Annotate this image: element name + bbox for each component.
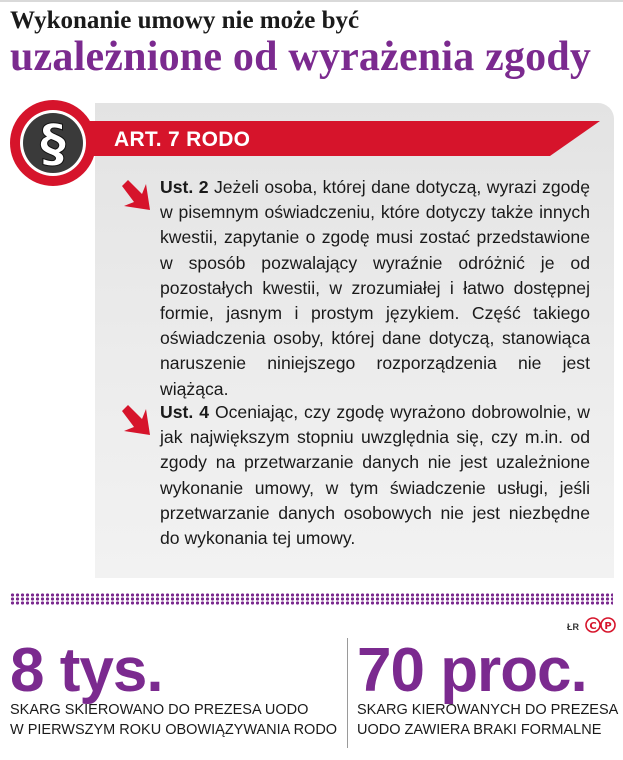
headline-main: uzależnione od wyrażenia zgody — [10, 34, 592, 80]
top-rule — [0, 0, 623, 2]
paragraph-ust-2 — [160, 175, 590, 402]
paragraph-ust-4 — [160, 400, 590, 551]
paragraph-label: Ust. 2 — [160, 177, 209, 197]
stat-value-complaints: 8 tys. — [10, 636, 163, 705]
paragraph-label: Ust. 4 — [160, 402, 209, 422]
section-symbol: § — [40, 114, 66, 174]
svg-text:C: C — [589, 621, 597, 632]
paragraph-text: Jeżeli osoba, której dane dotyczą, wyrazi zgodę w pisemnym oświadczeniu, które dotyczy także innych kwestii, zapytanie o zgodę musi zostać przedstawione w sposób pozwalający wyraźnie odróżnić je od pozostałych kwestii, w zrozumiałej i łatwo dostępnej formie, jasnym i prostym językiem. Część takiego oświadczenia osoby, której dane dotyczą, stanowiąca naruszenie niniejszego rozporządzenia nie jest wiążąca. — [160, 177, 590, 399]
stat-caption-line: W PIERWSZYM ROKU OBOWIĄZYWANIA RODO — [10, 722, 338, 738]
author-credit: ŁR — [567, 622, 579, 632]
dotted-divider — [10, 593, 613, 605]
section-sign-icon — [8, 98, 98, 188]
stat-caption-line: UODO ZAWIERA BRAKI FORMALNE — [357, 722, 602, 738]
banner-title: ART. 7 RODO — [114, 128, 251, 151]
stat-separator — [347, 638, 348, 748]
headline-kicker: Wykonanie umowy nie może być — [10, 7, 360, 34]
cp-logo-icon — [585, 617, 617, 633]
svg-text:P: P — [604, 621, 612, 632]
arrow-down-right-icon — [118, 178, 152, 212]
stat-caption-line: SKARG KIEROWANYCH DO PREZESA — [357, 702, 619, 718]
stat-caption-line: SKARG SKIEROWANO DO PREZESA UODO — [10, 702, 309, 718]
arrow-down-right-icon — [118, 403, 152, 437]
stat-value-percent: 70 proc. — [357, 636, 587, 705]
paragraph-text: Oceniając, czy zgodę wyrażono dobrowolnie, w jak największym stopniu uwzględnia się, czy m.in. od zgody na przetwarzanie danych nie jest uzależnione wykonanie umowy, w tym świadczenie usługi, jeśli przetwarzanie danych osobowych nie jest niezbędne do wykonania tej umowy. — [160, 402, 590, 549]
